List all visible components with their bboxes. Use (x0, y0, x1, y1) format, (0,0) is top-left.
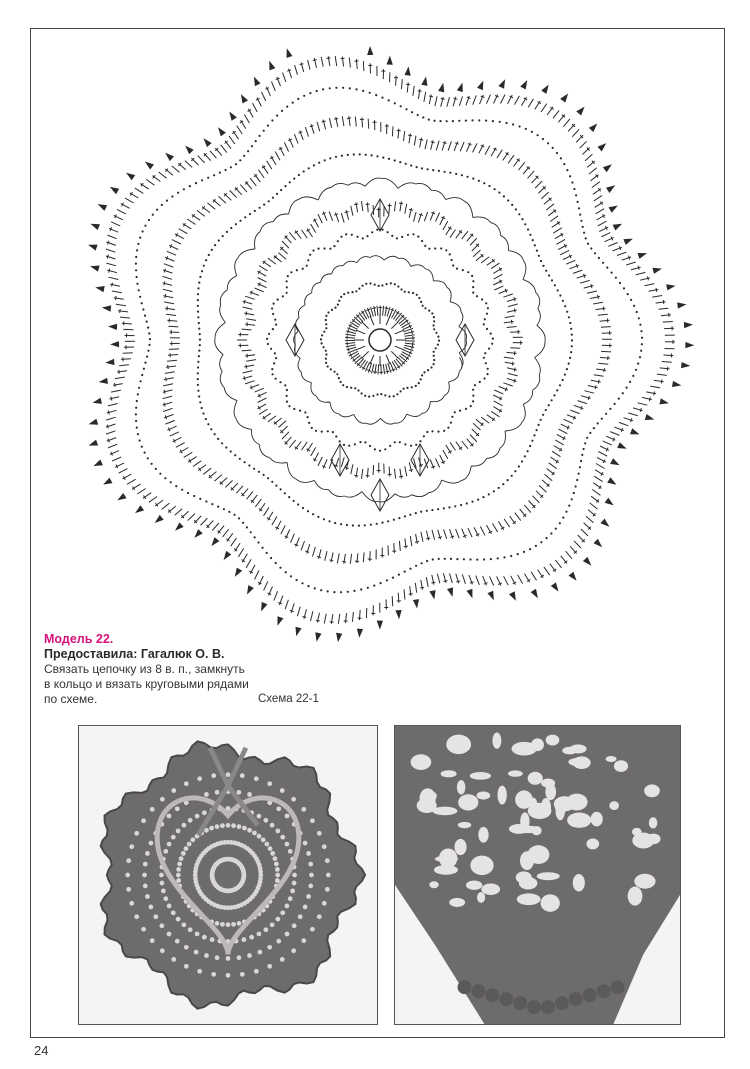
doily-closeup-photo (394, 725, 681, 1025)
heart-doily-photo-svg (79, 726, 377, 1024)
crochet-diagram-svg (40, 40, 720, 680)
pattern-description: Связать цепочку из 8 в. п., замкнуть в кольцо и вязать круговыми рядами по схеме. (44, 662, 249, 706)
model-title: Модель 22. (44, 632, 114, 646)
scheme-label: Схема 22-1 (258, 693, 319, 705)
author-line: Предоставила: Гагалюк О. В. (44, 647, 225, 661)
crochet-diagram (40, 40, 720, 680)
doily-closeup-photo-svg (395, 726, 680, 1024)
model-caption (44, 632, 254, 707)
heart-doily-photo (78, 725, 378, 1025)
page-number: 24 (34, 1043, 49, 1058)
